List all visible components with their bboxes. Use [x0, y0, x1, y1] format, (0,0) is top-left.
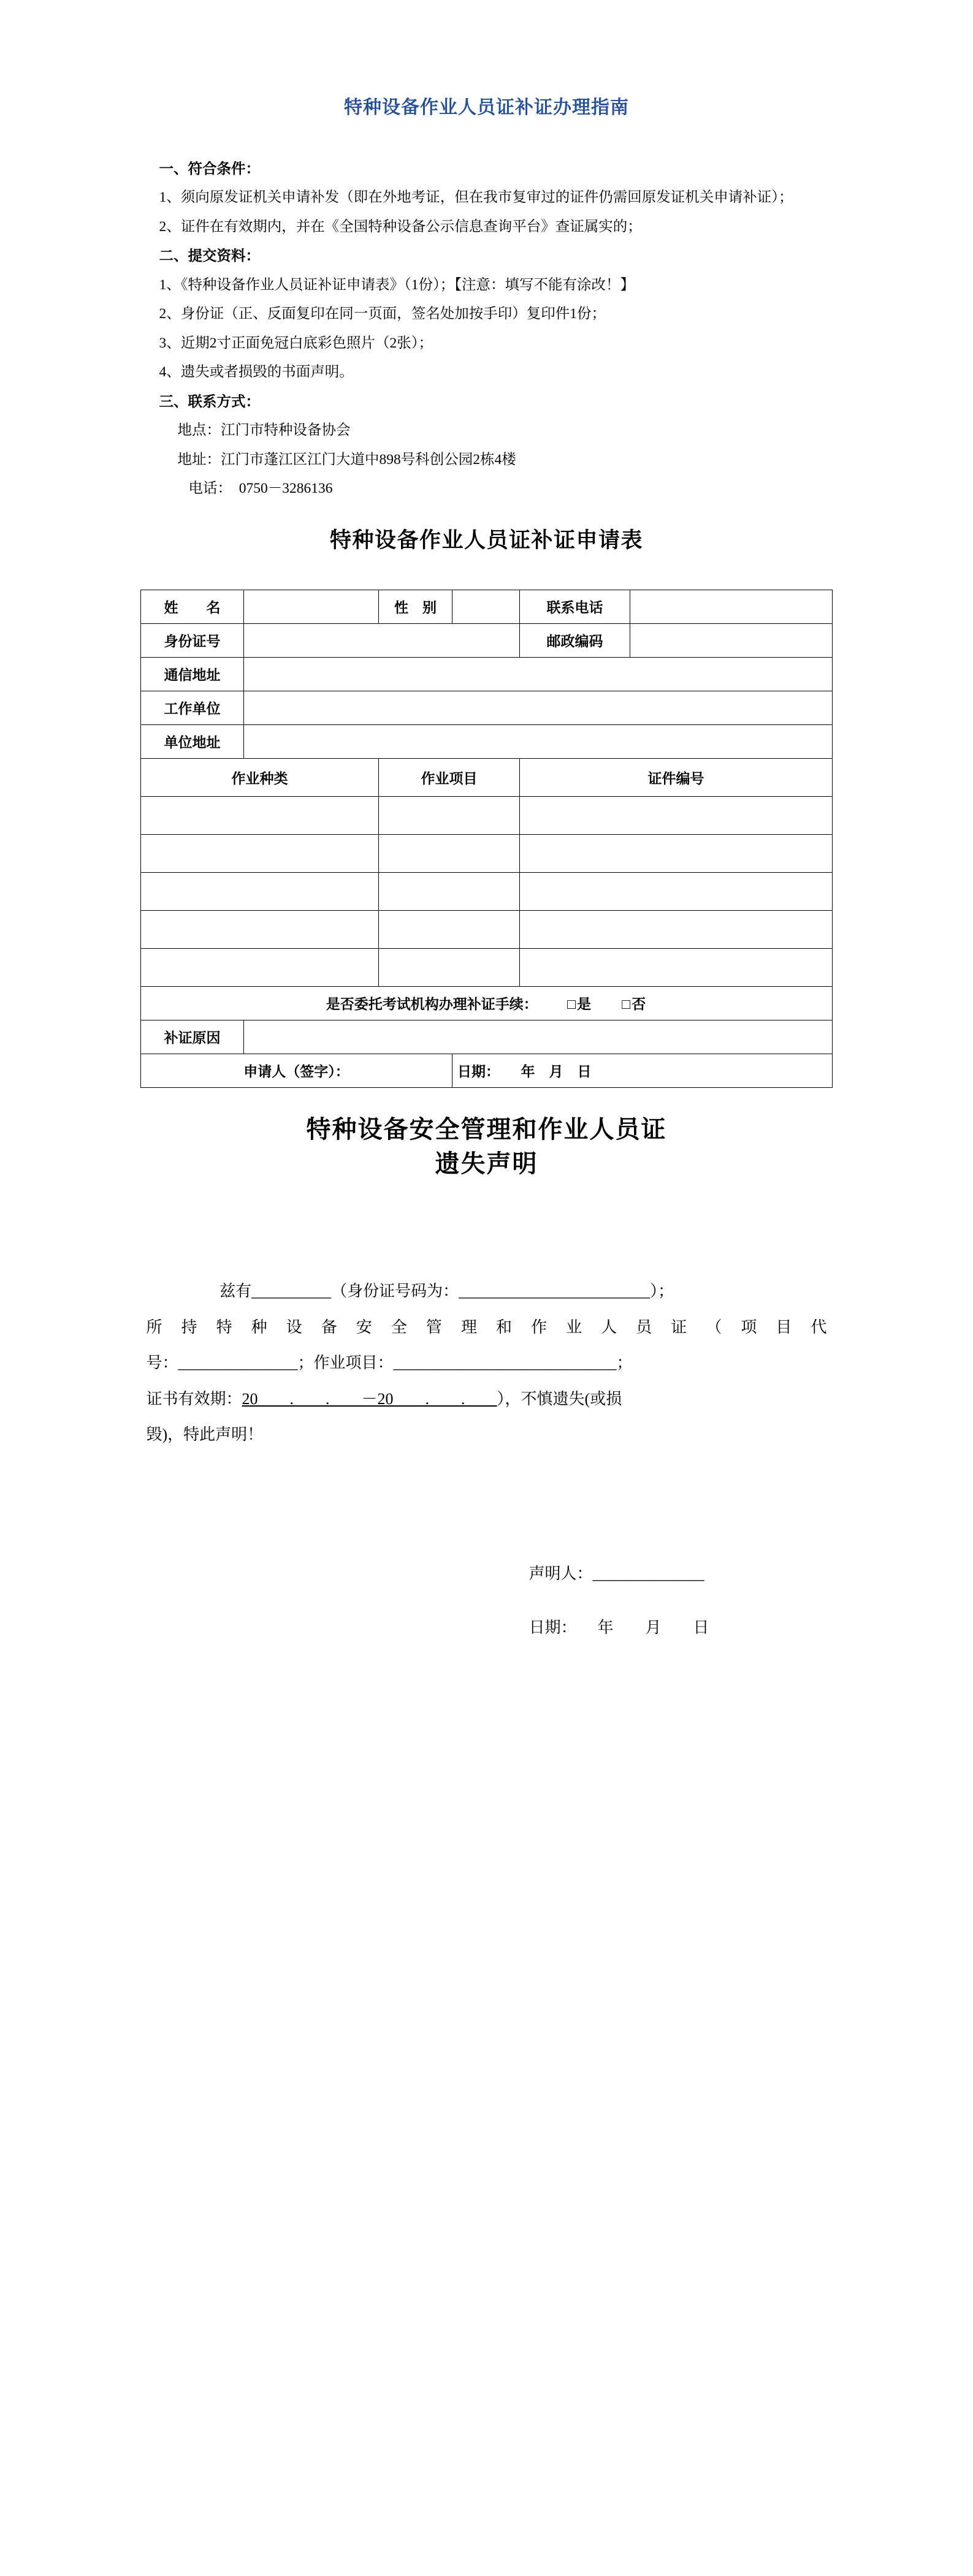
declaration-date-label: 日期：: [528, 1619, 577, 1637]
table-row: [141, 910, 833, 948]
guide-item-1-2: 2、证件在有效期内，并在《全国特种设备公示信息查询平台》查证属实的；: [159, 218, 642, 235]
cell-work-item[interactable]: [379, 834, 520, 872]
label-postcode: 邮政编码: [520, 623, 630, 657]
cell-work-type[interactable]: [141, 910, 379, 948]
guide-item-3-3: 电话： 0750－3286136: [188, 481, 333, 497]
cell-work-item[interactable]: [379, 948, 520, 986]
field-work-unit[interactable]: [244, 691, 833, 724]
cell-work-type[interactable]: [141, 872, 379, 910]
guide-item-2-4: 4、遗失或者损毁的书面声明。: [159, 364, 354, 381]
field-postcode[interactable]: [630, 623, 833, 657]
decl-l4-end: ），不慎遗失(或损: [497, 1389, 622, 1408]
decl-l3-mid: ；作业项目：: [297, 1354, 394, 1372]
declaration-line-3: [147, 1345, 827, 1381]
entrust-checkbox-yes[interactable]: □是: [567, 997, 592, 1013]
cell-work-type[interactable]: [141, 834, 379, 872]
label-gender: 性 别: [379, 590, 452, 623]
guide-heading-2: 二、提交资料：: [159, 248, 260, 264]
page-title: 特种设备作业人员证补证办理指南: [344, 97, 629, 118]
cell-work-type[interactable]: [141, 948, 379, 986]
decl-l4-pre: 证书有效期：: [146, 1389, 242, 1408]
decl-l1-end: ）；: [650, 1282, 674, 1301]
declaration-title-line1: 特种设备安全管理和作业人员证: [306, 1115, 667, 1143]
declaration-line-1: [147, 1274, 827, 1310]
guide-item-3-2: 地址：江门市蓬江区江门大道中898号科创公园2栋4楼: [177, 451, 516, 468]
field-phone[interactable]: [630, 590, 833, 623]
guide-heading-1: 一、符合条件：: [159, 161, 260, 177]
guide-heading-3: 三、联系方式：: [159, 393, 260, 409]
cell-work-item[interactable]: [379, 796, 520, 834]
field-gender[interactable]: [452, 590, 520, 623]
application-form-table: [140, 590, 833, 1088]
entrust-cell: [141, 986, 833, 1020]
cell-cert-number[interactable]: [520, 796, 833, 834]
decl-l1-blank2[interactable]: ________________________: [459, 1282, 651, 1301]
declaration-date-value[interactable]: 年 月 日: [597, 1619, 709, 1637]
cell-cert-number[interactable]: [520, 872, 833, 910]
entrust-row: [141, 986, 833, 1020]
declaration-title-line2: 遗失声明: [435, 1150, 538, 1178]
table-row: [141, 724, 833, 758]
column-header-cert-number: 证件编号: [520, 758, 833, 796]
declaration-date-line: [147, 1609, 827, 1647]
declaration-body: [147, 1182, 827, 1453]
label-name: 姓 名: [141, 590, 244, 623]
decl-l1-mid: （身份证号码为：: [331, 1282, 459, 1301]
guide-body: [125, 119, 849, 504]
entrust-checkbox-no[interactable]: □否: [622, 997, 647, 1013]
entrust-question: 是否委托考试机构办理补证手续：: [326, 997, 538, 1013]
declaration-line-4: [147, 1381, 827, 1418]
declaration-signature-block: [147, 1453, 827, 1647]
cell-work-type[interactable]: [141, 796, 379, 834]
declaration-line-2: 所持特种设备安全管理和作业人员证（项目代: [146, 1318, 827, 1336]
cell-cert-number[interactable]: [520, 834, 833, 872]
field-name[interactable]: [244, 590, 379, 623]
decl-l3-end: ；: [616, 1354, 633, 1372]
field-id-number[interactable]: [244, 623, 520, 657]
column-header-work-type: 作业种类: [141, 758, 379, 796]
cell-cert-number[interactable]: [520, 910, 833, 948]
form-date-label: 日期： 年 月 日: [452, 1054, 833, 1087]
label-mail-address: 通信地址: [141, 657, 244, 691]
decl-l3-pre: 号：: [146, 1354, 178, 1372]
declaration-title: [0, 1088, 973, 1182]
declarant-label: 声明人：: [528, 1564, 593, 1582]
table-row: [141, 691, 833, 724]
decl-validity-dates[interactable]: 20____.____.____－20____.____.____: [242, 1389, 497, 1408]
cell-cert-number[interactable]: [520, 948, 833, 986]
applicant-signature-label: 申请人（签字）：: [141, 1054, 452, 1087]
table-row: [141, 796, 833, 834]
declaration-line-5: 毁)，特此声明！: [146, 1426, 264, 1444]
form-title: 特种设备作业人员证补证申请表: [329, 528, 643, 552]
table-row: [141, 948, 833, 986]
decl-l1-blank1[interactable]: __________: [251, 1282, 332, 1301]
declaration-signature-line: [147, 1555, 827, 1593]
guide-item-2-1: 1、《特种设备作业人员证补证申请表》（1份）；【注意：填写不能有涂改！】: [159, 276, 635, 293]
decl-l3-blank[interactable]: _______________: [178, 1354, 298, 1372]
table-row: [141, 657, 833, 691]
label-phone: 联系电话: [520, 590, 630, 623]
label-id-number: 身份证号: [141, 623, 244, 657]
declarant-blank[interactable]: ______________: [592, 1564, 704, 1582]
guide-item-2-3: 3、近期2寸正面免冠白底彩色照片（2张）；: [159, 335, 433, 351]
cell-work-item[interactable]: [379, 872, 520, 910]
table-row: [141, 590, 833, 623]
decl-l1-pre: 兹有: [219, 1282, 252, 1301]
signature-row: [141, 1054, 833, 1087]
table-header-row: [141, 758, 833, 796]
decl-l3-blank2[interactable]: ____________________________: [393, 1354, 617, 1372]
guide-item-2-2: 2、身份证（正、反面复印在同一页面，签名处加按手印）复印件1份；: [159, 306, 606, 322]
cell-work-item[interactable]: [379, 910, 520, 948]
table-row: [141, 872, 833, 910]
guide-item-1-1: 1、须向原发证机关申请补发（即在外地考证，但在我市复审过的证件仍需回原发证机关申请补证）；: [159, 189, 793, 206]
field-reason[interactable]: [244, 1020, 833, 1054]
field-mail-address[interactable]: [244, 657, 833, 691]
table-row: [141, 623, 833, 657]
field-unit-address[interactable]: [244, 724, 833, 758]
label-reason: 补证原因: [141, 1020, 244, 1054]
guide-item-3-1: 地点：江门市特种设备协会: [177, 422, 351, 439]
label-work-unit: 工作单位: [141, 691, 244, 724]
column-header-work-item: 作业项目: [379, 758, 520, 796]
table-row: [141, 834, 833, 872]
reason-row: [141, 1020, 833, 1054]
label-unit-address: 单位地址: [141, 724, 244, 758]
